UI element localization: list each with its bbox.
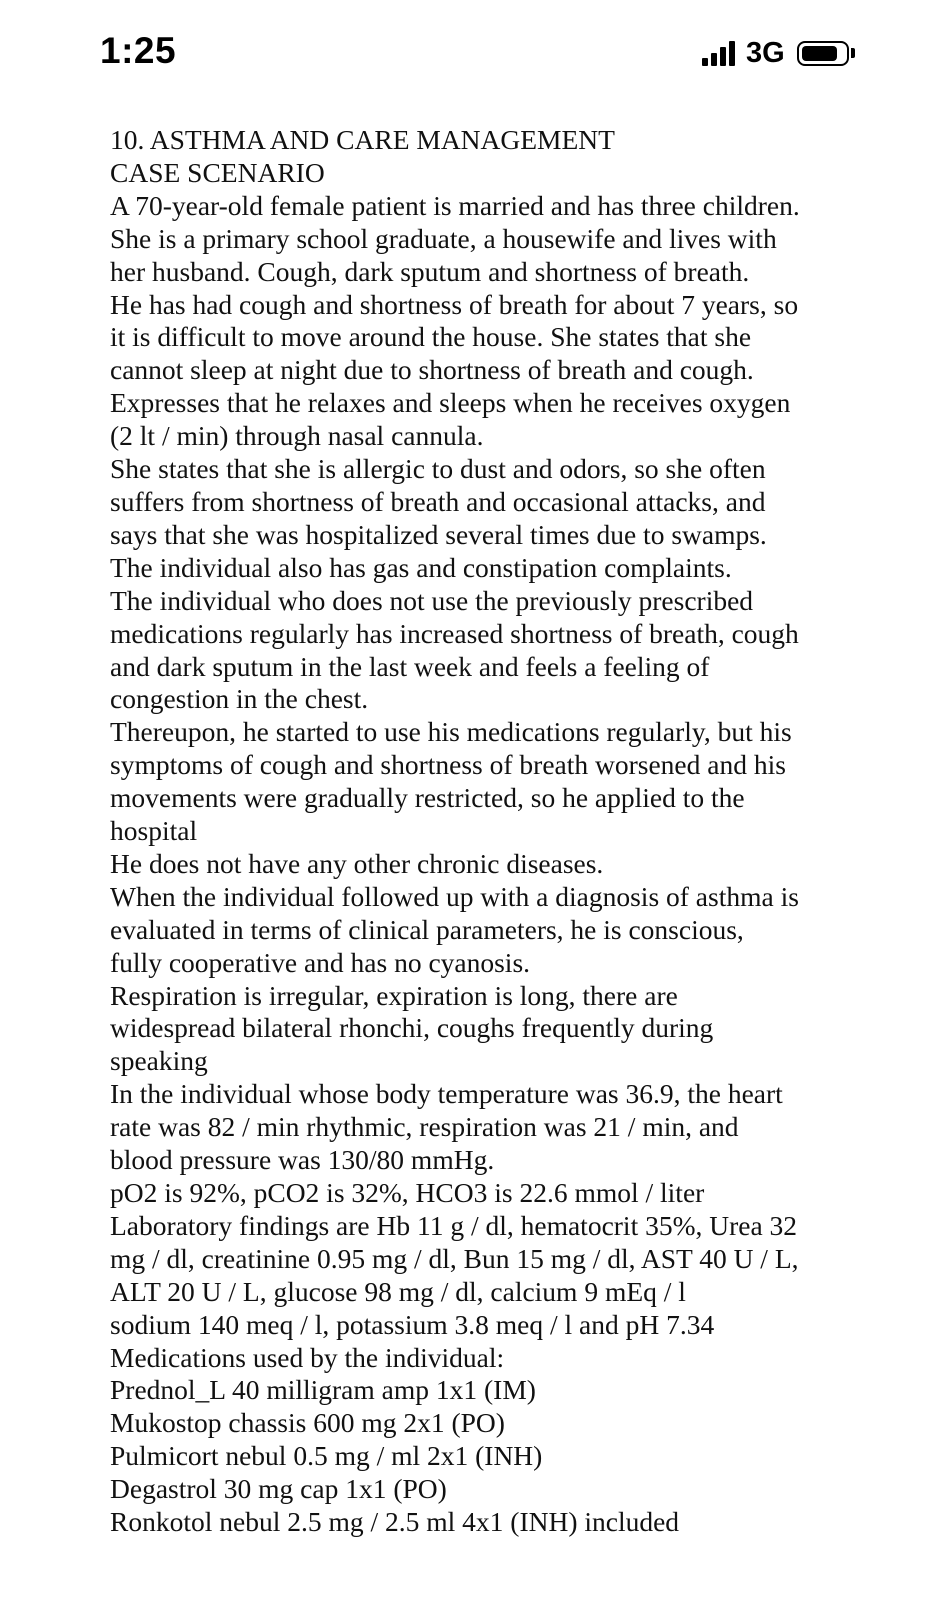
document-line: mg / dl, creatinine 0.95 mg / dl, Bun 15 mg / dl, AST 40 U / L, [110,1242,799,1274]
document-line: suffers from shortness of breath and occasional attacks, and [110,485,766,517]
battery-icon [797,41,849,66]
signal-bar [702,58,708,66]
document-line: 10. ASTHMA AND CARE MANAGEMENT [110,124,615,155]
document-line: widespread bilateral rhonchi, coughs frequently during [110,1012,714,1044]
document-line: Medications used by the individual: [110,1341,505,1373]
document-line: pO2 is 92%, pCO2 is 32%, HCO3 is 22.6 mmol / liter [110,1177,705,1208]
signal-bar [711,53,717,66]
document-line: Ronkotol nebul 2.5 mg / 2.5 ml 4x1 (INH) included [110,1506,680,1538]
document-line: He has had cough and shortness of breath for about 7 years, so [110,288,799,320]
document-line: Pulmicort nebul 0.5 mg / ml 2x1 (INH) [110,1440,543,1472]
battery-level [802,46,837,61]
document-line: blood pressure was 130/80 mmHg. [110,1144,495,1176]
document-line: A 70-year-old female patient is married and has three children. [110,189,800,221]
signal-bar [720,47,726,66]
document-line: Respiration is irregular, expiration is long, there are [110,979,678,1011]
signal-icon [702,40,738,66]
document-line: The individual also has gas and constipation complaints. [110,551,732,583]
document-line: She is a primary school graduate, a housewife and lives with [110,222,777,254]
document-line: She states that she is allergic to dust and odors, so she often [110,453,766,485]
document-line: Laboratory findings are Hb 11 g / dl, hematocrit 35%, Urea 32 [110,1209,798,1241]
document-line: CASE SCENARIO [110,156,325,188]
document-line: movements were gradually restricted, so he applied to the [110,782,745,814]
document-line: symptoms of cough and shortness of breath worsened and his [110,749,786,781]
document-line: Mukostop chassis 600 mg 2x1 (PO) [110,1407,505,1439]
document-text [110,124,850,1539]
document-line: In the individual whose body temperature was 36.9, the heart [110,1078,783,1110]
status-time: 1:25 [100,30,177,71]
document-line: He does not have any other chronic diseases. [110,847,604,879]
status-indicators [702,36,855,70]
document-line: her husband. Cough, dark sputum and shortness of breath. [110,255,750,287]
network-type: 3G [746,36,785,69]
battery-cap [851,48,855,58]
document-line: hospital [110,815,198,847]
document-line: sodium 140 meq / l, potassium 3.8 meq / l and pH 7.34 [110,1308,715,1340]
document-line: Prednol_L 40 milligram amp 1x1 (IM) [110,1374,536,1406]
document-line: Expresses that he relaxes and sleeps when he receives oxygen [110,387,791,419]
document-line: it is difficult to move around the house. She states that she [110,321,752,353]
signal-bar [729,41,735,66]
document-line: cannot sleep at night due to shortness of breath and cough. [110,354,754,386]
document-line: congestion in the chest. [110,683,369,715]
document-line: fully cooperative and has no cyanosis. [110,946,531,978]
document-line: Thereupon, he started to use his medications regularly, but his [110,716,792,748]
document-line: speaking [110,1045,208,1077]
document-line: says that she was hospitalized several times due to swamps. [110,518,767,550]
status-bar [0,0,949,100]
document-line: Degastrol 30 mg cap 1x1 (PO) [110,1473,447,1505]
document-line: evaluated in terms of clinical parameters, he is conscious, [110,913,744,945]
document-line: medications regularly has increased shortness of breath, cough [110,617,799,649]
document-line: ALT 20 U / L, glucose 98 mg / dl, calcium 9 mEq / l [110,1275,686,1307]
document-line: and dark sputum in the last week and feels a feeling of [110,650,710,682]
document-line: rate was 82 / min rhythmic, respiration was 21 / min, and [110,1111,739,1143]
document-line: (2 lt / min) through nasal cannula. [110,420,484,452]
document-line: When the individual followed up with a diagnosis of asthma is [110,880,799,912]
document-line: The individual who does not use the previously prescribed [110,584,754,616]
